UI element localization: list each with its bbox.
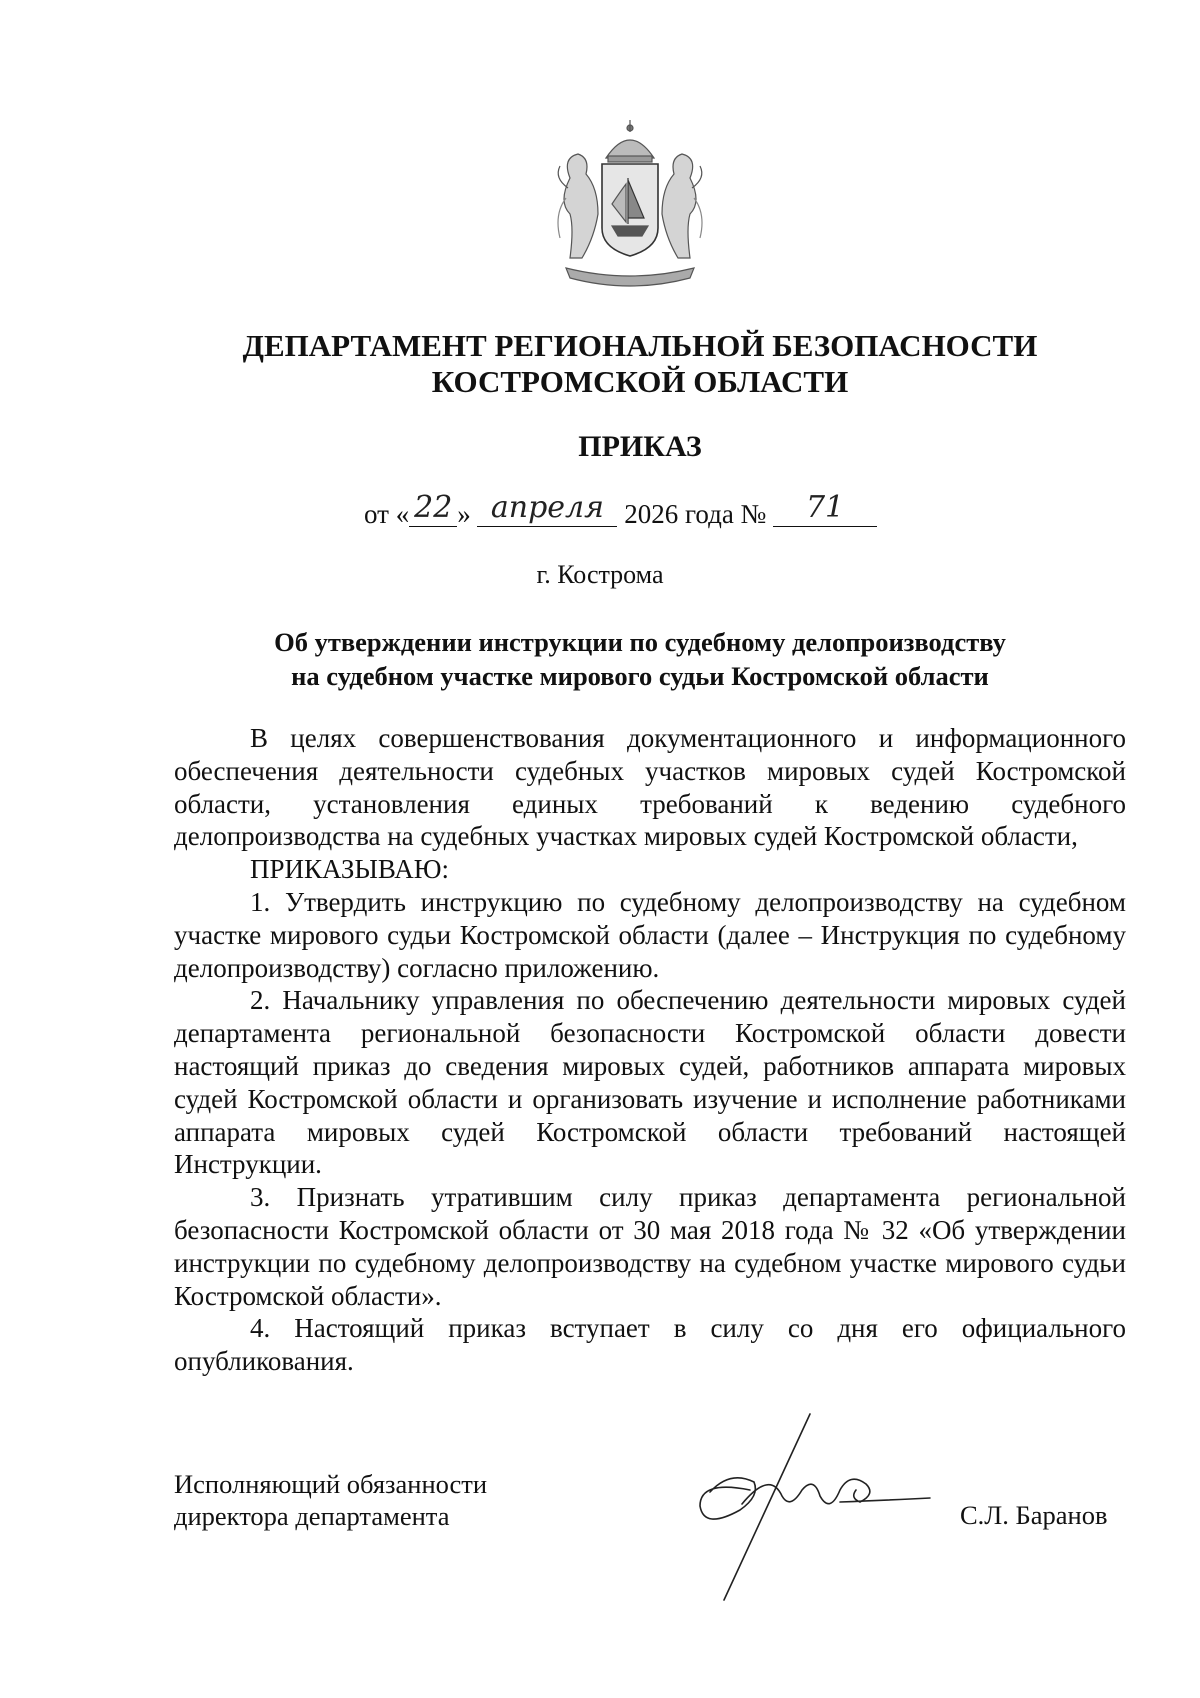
order-directive: ПРИКАЗЫВАЮ:	[250, 854, 449, 885]
date-prefix: от «	[364, 499, 410, 529]
date-year-text: 2026 года №	[624, 499, 767, 529]
order-item-2: 2. Начальнику управления по обеспечению деятельности мировых судей департамента региональной безопасности Костромской области довести настоящий приказ до сведения мировых судей, работников аппарата мировых судей Костромской области и организовать изучение и исполнение работниками аппарата мировых судей Костромской области требований настоящей Инструкции.	[174, 985, 1126, 1180]
city-name: г. Кострома	[536, 560, 664, 589]
department-heading	[160, 328, 1120, 400]
document-type-title: ПРИКАЗ	[578, 430, 702, 463]
order-body	[174, 722, 1126, 1378]
signatory-position-line-1: Исполняющий обязанности	[174, 1469, 488, 1499]
order-number-handwritten: 71	[805, 490, 845, 525]
coat-of-arms-icon	[540, 118, 720, 296]
order-number-blank	[773, 490, 877, 527]
date-month-handwritten: апреля	[490, 490, 605, 525]
preamble-paragraph: В целях совершенствования документационного и информационного обеспечения деятельности судебных участков мировых судей Костромской области, установления единых требований к ведению судебного делопроизводства на судебных участках мировых судей Костромской области,	[174, 723, 1126, 852]
order-item-3: 3. Признать утратившим силу приказ департамента региональной безопасности Костромской области от 30 мая 2018 года № 32 «Об утверждении инструкции по судебному делопроизводству на судебном участке мирового судьи Костромской области».	[174, 1182, 1126, 1311]
date-month-blank	[477, 490, 617, 527]
order-subject	[160, 625, 1120, 693]
subject-line-2: на судебном участке мирового судьи Костромской области	[291, 661, 989, 691]
date-number-line	[364, 490, 877, 530]
signatory-name: С.Л. Баранов	[960, 1500, 1108, 1530]
department-line-1: ДЕПАРТАМЕНТ РЕГИОНАЛЬНОЙ БЕЗОПАСНОСТИ	[242, 328, 1038, 363]
handwritten-signature-icon	[690, 1410, 940, 1610]
subject-line-1: Об утверждении инструкции по судебному делопроизводству	[274, 627, 1006, 657]
department-line-2: КОСТРОМСКОЙ ОБЛАСТИ	[431, 364, 849, 399]
date-day-handwritten: 22	[414, 490, 453, 525]
signatory-position	[174, 1468, 487, 1532]
order-item-1: 1. Утвердить инструкцию по судебному делопроизводству на судебном участке мирового судьи Костромской области (далее – Инструкция по судебному делопроизводству) согласно приложению.	[174, 886, 1126, 983]
date-mid: »	[457, 499, 471, 529]
date-day-blank	[409, 490, 457, 527]
order-item-4: 4. Настоящий приказ вступает в силу со дня его официального опубликования.	[174, 1313, 1126, 1377]
signatory-position-line-2: директора департамента	[174, 1501, 450, 1531]
